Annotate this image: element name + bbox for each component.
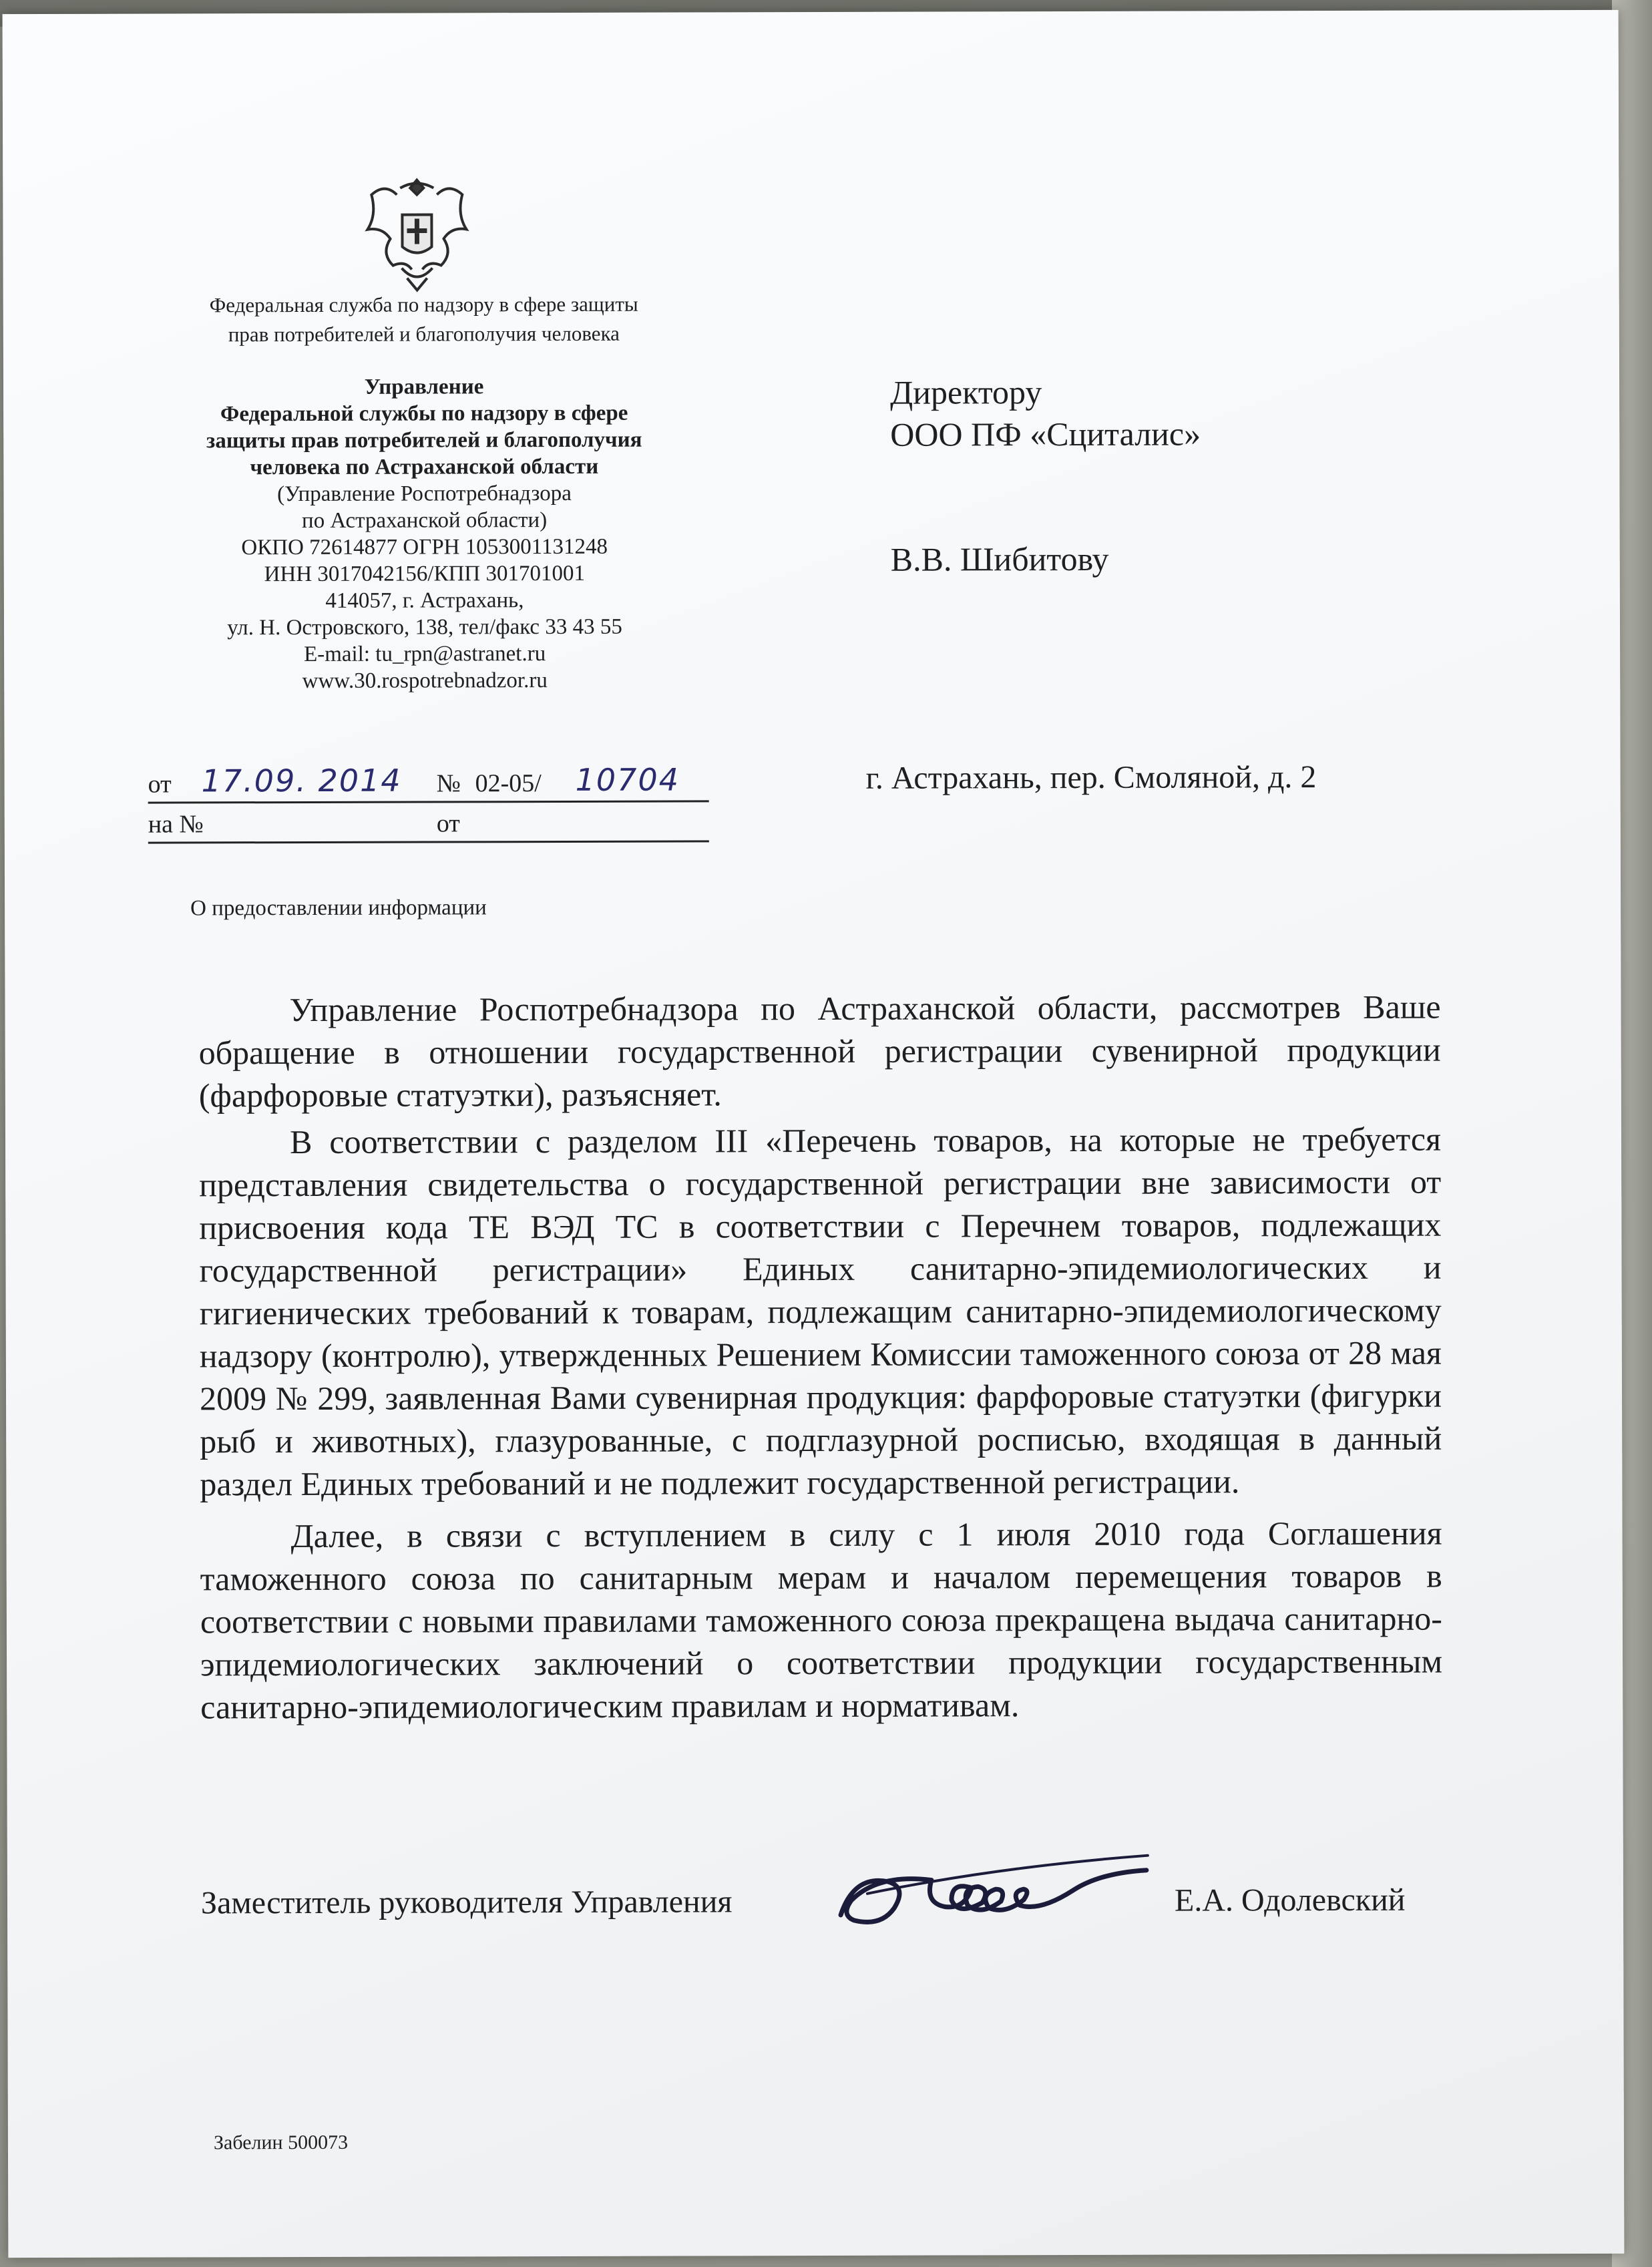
ref-number-label: №: [436, 769, 461, 798]
sender-name-line: Федеральной службы по надзору в сфере: [220, 401, 628, 427]
sender-short-name-line: (Управление Роспотребнадзора: [277, 481, 572, 507]
reply-from-label: от: [436, 809, 460, 838]
sender-name-line: человека по Астраханской области: [250, 454, 599, 480]
sender-block: [124, 373, 725, 694]
reply-number-label: на №: [148, 810, 204, 839]
sender-title: Управление: [364, 375, 484, 399]
agency-header: [124, 289, 725, 349]
coat-of-arms-emblem-icon: [360, 168, 473, 294]
sender-website: www.30.rospotrebnadzor.ru: [302, 668, 548, 694]
addressee-position: Директору: [890, 373, 1042, 411]
body-paragraph: В соответствии с разделом III «Перечень товаров, на которые не требуется представления свидетельства о государственной регистрации вне зависимости от присвоения кода ТЕ ВЭД ТС в соответствии с Перечнем товаров, подлежащих государственной регистрации» Единых санитарно-эпидемиологических и гигиенических требований к товарам, подлежащим санитарно-эпидемиологическому надзору (контролю), утвержденных Решением Комиссии таможенного союза от 28 мая 2009 № 299, заявленная Вами сувенирная продукция: фарфоровые статуэтки (фигурки рыб и животных), глазурованные, с подглазурной росписью, входящая в данный раздел Единых требований и не подлежит государственной регистрации.: [199, 1120, 1442, 1503]
incoming-reference-line: [148, 801, 709, 843]
ref-from-label: от: [148, 770, 172, 799]
sender-name-line: защиты прав потребителей и благополучия: [206, 427, 642, 453]
signatory-name: Е.А. Одолевский: [1174, 1882, 1406, 1918]
addressee-company: ООО ПФ «Сциталис»: [890, 415, 1201, 453]
sender-short-name-line: по Астраханской области): [301, 508, 548, 534]
body-paragraph: Управление Роспотребнадзора по Астраханской области, рассмотрев Ваше обращение в отношении государственной регистрации сувенирной продукции (фарфоровые статуэтки), разъясняет.: [198, 988, 1441, 1114]
signatory-position: Заместитель руководителя Управления: [200, 1884, 733, 1921]
letter-body: [198, 986, 1442, 1729]
addressee-address: г. Астрахань, пер. Смоляной, д. 2: [865, 759, 1317, 796]
addressee-name: В.В. Шибитову: [890, 540, 1109, 578]
sender-codes-line: ОКПО 72614877 ОГРН 1053001131248: [241, 534, 608, 560]
sender-codes-line: ИНН 3017042156/КПП 301701001: [264, 561, 586, 587]
agency-line-2: прав потребителей и благополучия человека: [228, 321, 620, 347]
letter-subject: О предоставлении информации: [190, 895, 487, 921]
ref-number-handwritten: 10704: [575, 761, 680, 798]
agency-line-1: Федеральная служба по надзору в сфере защиты: [209, 292, 638, 317]
sender-email: E-mail: tu_rpn@astranet.ru: [304, 642, 546, 666]
sender-address-line: 414057, г. Астрахань,: [325, 588, 524, 613]
executor-note: Забелин 500073: [213, 2131, 349, 2154]
ref-date-handwritten: 17.09. 2014: [201, 762, 402, 799]
letter-page: [3, 10, 1625, 2258]
ref-number-prefix: 02-05/: [475, 769, 542, 798]
body-paragraph: Далее, в связи с вступлением в силу с 1 июля 2010 года Соглашения таможенного союза по санитарным мерам и началом перемещения товаров в соответствии с новыми правилами таможенного союза прекращена выдача санитарно-эпидемиологических заключений о соответствии продукции государственным санитарно-эпидемиологическим правилам и нормативам.: [200, 1514, 1443, 1726]
sender-address-line: ул. Н. Островского, 138, тел/факс 33 43 55: [227, 614, 622, 640]
outgoing-reference-line: [148, 761, 709, 803]
